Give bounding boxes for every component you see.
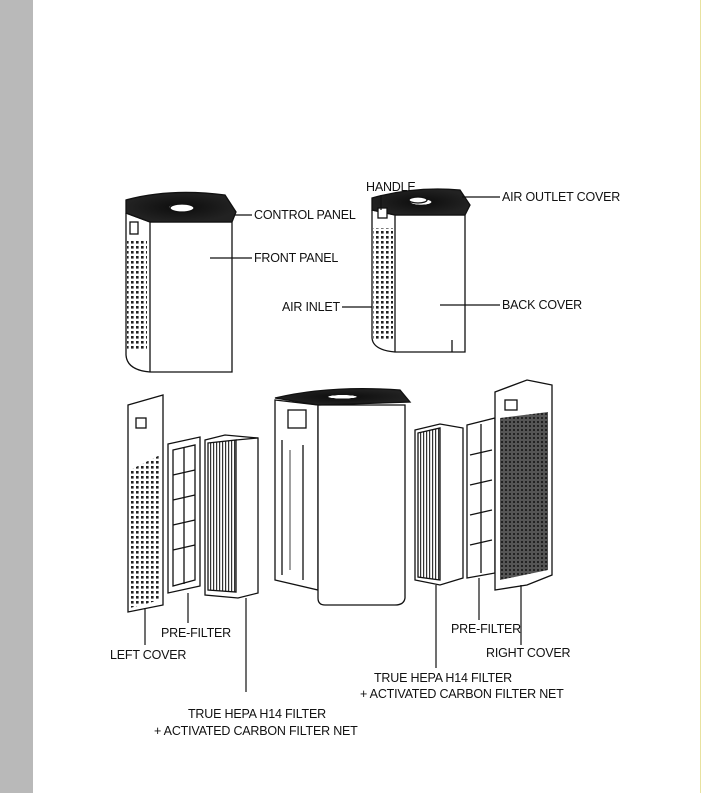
label-hepa-left-2: + ACTIVATED CARBON FILTER NET bbox=[154, 724, 358, 738]
hepa-filter-left bbox=[205, 435, 258, 598]
label-back-cover: BACK COVER bbox=[502, 298, 582, 312]
left-cover bbox=[128, 395, 163, 612]
label-hepa-right-1: TRUE HEPA H14 FILTER bbox=[374, 671, 512, 685]
label-right-cover: RIGHT COVER bbox=[486, 646, 571, 660]
pre-filter-right bbox=[467, 418, 495, 578]
right-cover bbox=[495, 380, 552, 590]
label-front-panel: FRONT PANEL bbox=[254, 251, 339, 265]
label-pre-filter-right: PRE-FILTER bbox=[451, 622, 521, 636]
label-air-outlet-cover: AIR OUTLET COVER bbox=[502, 190, 621, 204]
pre-filter-left bbox=[168, 437, 200, 593]
label-air-inlet: AIR INLET bbox=[282, 300, 340, 314]
label-left-cover: LEFT COVER bbox=[110, 648, 187, 662]
label-hepa-right-2: + ACTIVATED CARBON FILTER NET bbox=[360, 687, 564, 701]
front-view-unit bbox=[126, 192, 236, 372]
label-control-panel: CONTROL PANEL bbox=[254, 208, 356, 222]
label-pre-filter-left: PRE-FILTER bbox=[161, 626, 231, 640]
label-handle: HANDLE bbox=[366, 180, 416, 194]
back-view-unit bbox=[372, 189, 470, 352]
center-unit-open bbox=[275, 389, 410, 605]
label-hepa-left-1: TRUE HEPA H14 FILTER bbox=[188, 707, 326, 721]
hepa-filter-right bbox=[415, 424, 463, 585]
